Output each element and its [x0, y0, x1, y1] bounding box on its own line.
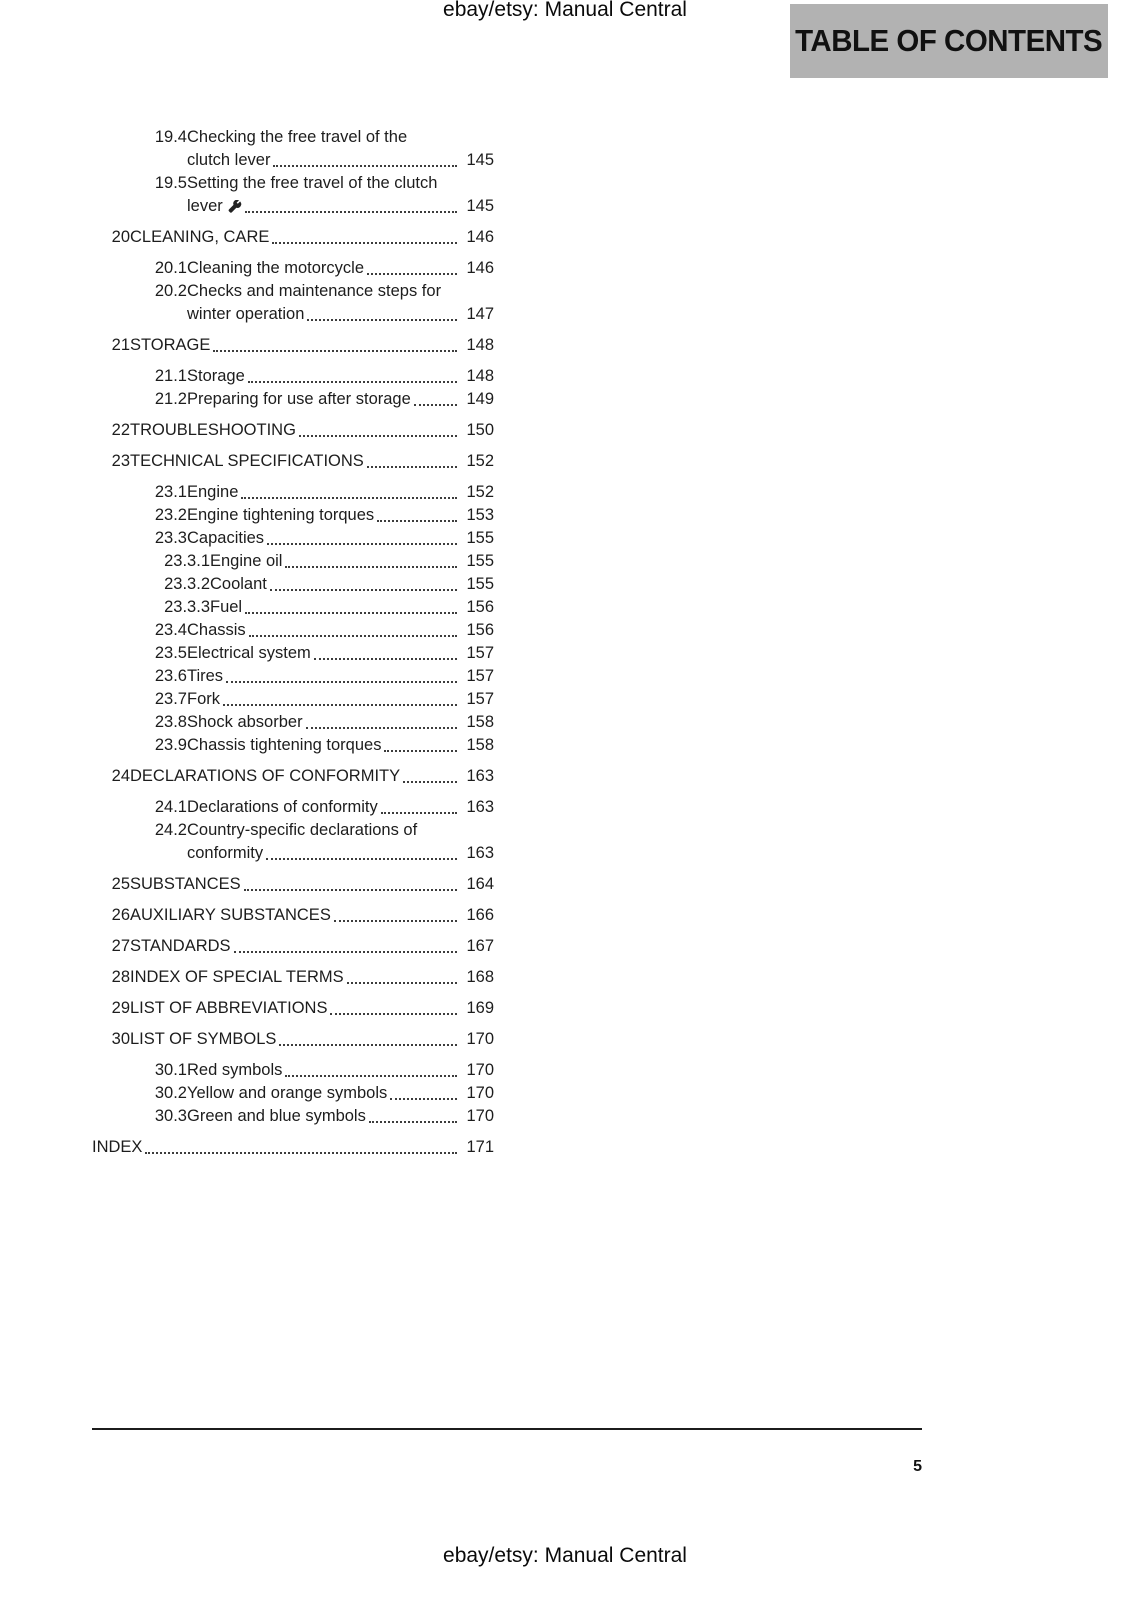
watermark-top: ebay/etsy: Manual Central — [443, 0, 687, 21]
toc-entry-line — [130, 935, 494, 958]
toc-entry-page: 168 — [466, 968, 494, 986]
toc-entry-title: Yellow and orange symbols — [187, 1084, 388, 1102]
toc-entry-lines — [187, 388, 494, 411]
toc-entry — [92, 765, 494, 788]
toc-entry-number: 30.2 — [154, 1084, 187, 1102]
toc-entry-line — [187, 1082, 494, 1105]
toc-entry-line — [130, 450, 494, 473]
toc-entry-title: TECHNICAL SPECIFICATIONS — [130, 452, 364, 470]
toc-entry-lines — [210, 550, 494, 573]
toc-entry — [92, 1136, 494, 1159]
toc-entry — [92, 573, 494, 596]
dotted-leader — [249, 635, 457, 637]
toc-entry-title: Chassis — [187, 621, 246, 639]
toc-entry-line — [130, 997, 494, 1020]
toc-entry-title: Engine oil — [210, 552, 283, 570]
toc-entry-number: 21 — [111, 336, 130, 354]
toc-entry-line — [210, 573, 494, 596]
toc-entry-lines — [187, 688, 494, 711]
dotted-leader — [314, 658, 457, 660]
toc-entry-title: Green and blue symbols — [187, 1107, 366, 1125]
toc-entry-line — [187, 665, 494, 688]
toc-entry-title: LIST OF SYMBOLS — [130, 1030, 277, 1048]
toc-entry — [92, 1082, 494, 1105]
toc-entry-line — [187, 481, 494, 504]
toc-entry-number: 23.5 — [154, 644, 187, 662]
toc-entry-page: 155 — [466, 552, 494, 570]
toc-entry-page: 157 — [466, 667, 494, 685]
toc-entry-line — [130, 873, 494, 896]
dotted-leader — [245, 211, 457, 213]
toc-entry-lines — [130, 997, 494, 1020]
toc-entry-title: Preparing for use after storage — [187, 390, 411, 408]
toc-entry — [92, 935, 494, 958]
toc-entry — [92, 619, 494, 642]
toc-entry-line — [187, 388, 494, 411]
toc-entry-number: 28 — [111, 968, 130, 986]
toc-entry-lines — [187, 1059, 494, 1082]
toc-entry-number: 30.1 — [154, 1061, 187, 1079]
toc-entry-line — [187, 819, 494, 842]
toc-entry-lines — [187, 619, 494, 642]
toc-entry-lines — [187, 1082, 494, 1105]
toc-entry-title: Checking the free travel of the — [187, 128, 408, 146]
toc-entry-lines — [187, 504, 494, 527]
toc-entry-title: Capacities — [187, 529, 265, 547]
toc-entry-title: Fork — [187, 690, 220, 708]
toc-entry-lines — [130, 419, 494, 442]
toc-entry-page: 166 — [466, 906, 494, 924]
toc-entry-line — [187, 195, 494, 218]
toc-entry-lines — [130, 226, 494, 249]
toc-entry-page: 147 — [466, 305, 494, 323]
toc-entry-lines — [187, 642, 494, 665]
toc-entry-title: Coolant — [210, 575, 267, 593]
toc-entry-title: STANDARDS — [130, 937, 231, 955]
dotted-leader — [347, 982, 457, 984]
table-of-contents — [92, 126, 494, 1167]
toc-entry-page: 145 — [466, 197, 494, 215]
toc-entry — [92, 1028, 494, 1051]
toc-entry-lines — [130, 450, 494, 473]
toc-entry-number: 25 — [111, 875, 130, 893]
toc-entry-page: 155 — [466, 575, 494, 593]
toc-entry-title: Declarations of conformity — [187, 798, 378, 816]
toc-entry-number: 29 — [111, 999, 130, 1017]
toc-entry-number: 23.1 — [154, 483, 187, 501]
toc-entry — [92, 819, 494, 865]
toc-entry-title: STORAGE — [130, 336, 211, 354]
toc-entry-line — [187, 842, 494, 865]
toc-entry-title: TROUBLESHOOTING — [130, 421, 296, 439]
toc-entry-number: 23.4 — [154, 621, 187, 639]
toc-entry-title: Engine tightening torques — [187, 506, 375, 524]
toc-entry — [92, 1059, 494, 1082]
toc-entry-title: CLEANING, CARE — [130, 228, 270, 246]
dotted-leader — [384, 750, 457, 752]
toc-entry-lines — [187, 257, 494, 280]
toc-entry-title: Fuel — [210, 598, 243, 616]
toc-entry — [92, 1105, 494, 1128]
toc-entry-lines — [210, 596, 494, 619]
toc-entry-line — [92, 1136, 494, 1159]
toc-entry-title: Country-specific declarations of — [187, 821, 418, 839]
banner-title: TABLE OF CONTENTS — [795, 23, 1103, 58]
dotted-leader — [306, 727, 457, 729]
toc-entry-page: 152 — [466, 483, 494, 501]
toc-entry — [92, 873, 494, 896]
toc-entry-lines — [187, 481, 494, 504]
toc-entry-lines — [130, 1028, 494, 1051]
toc-entry — [92, 550, 494, 573]
toc-entry-line — [187, 796, 494, 819]
dotted-leader — [403, 781, 457, 783]
toc-entry-lines — [187, 734, 494, 757]
toc-entry — [92, 734, 494, 757]
toc-entry-lines — [187, 527, 494, 550]
toc-entry-line — [130, 334, 494, 357]
toc-entry — [92, 688, 494, 711]
toc-entry-title: Engine — [187, 483, 239, 501]
toc-entry-title: INDEX OF SPECIAL TERMS — [130, 968, 344, 986]
toc-entry-lines — [210, 573, 494, 596]
toc-entry-title: Red symbols — [187, 1061, 283, 1079]
toc-entry-number: 20 — [111, 228, 130, 246]
toc-entry-title: Shock absorber — [187, 713, 303, 731]
dotted-leader — [414, 404, 457, 406]
toc-entry-title: Tires — [187, 667, 224, 685]
toc-entry-title: LIST OF ABBREVIATIONS — [130, 999, 328, 1017]
toc-entry-line — [187, 303, 494, 326]
toc-entry-page: 158 — [466, 713, 494, 731]
toc-entry-lines — [187, 280, 494, 326]
dotted-leader — [330, 1013, 457, 1015]
toc-entry-page: 156 — [466, 598, 494, 616]
toc-entry-line — [187, 527, 494, 550]
dotted-leader — [272, 242, 457, 244]
toc-entry-title: winter operation — [187, 305, 305, 323]
toc-entry-line — [187, 688, 494, 711]
toc-entry-title: lever — [187, 197, 223, 215]
toc-entry — [92, 665, 494, 688]
toc-entry-line — [187, 126, 494, 149]
toc-entry — [92, 596, 494, 619]
toc-entry-lines — [187, 1105, 494, 1128]
toc-entry-page: 146 — [466, 259, 494, 277]
toc-entry-number: 23.7 — [154, 690, 187, 708]
toc-entry-number: 23.3.2 — [164, 575, 210, 593]
toc-entry — [92, 280, 494, 326]
toc-entry-title: SUBSTANCES — [130, 875, 241, 893]
toc-entry-line — [187, 280, 494, 303]
dotted-leader — [285, 566, 457, 568]
toc-entry-lines — [187, 126, 494, 172]
toc-entry-line — [130, 226, 494, 249]
dotted-leader — [299, 435, 457, 437]
toc-entry-line — [187, 734, 494, 757]
dotted-leader — [367, 466, 457, 468]
toc-entry-page: 163 — [466, 844, 494, 862]
toc-entry — [92, 796, 494, 819]
toc-entry-line — [130, 1028, 494, 1051]
toc-entry-line — [187, 365, 494, 388]
toc-entry-number: 19.4 — [154, 128, 187, 146]
toc-entry-line — [187, 149, 494, 172]
toc-entry-number: 23.2 — [154, 506, 187, 524]
dotted-leader — [270, 589, 457, 591]
toc-entry — [92, 527, 494, 550]
toc-entry-title: Electrical system — [187, 644, 311, 662]
toc-entry-lines — [130, 765, 494, 788]
wrench-icon — [228, 200, 242, 214]
toc-entry-page: 148 — [466, 367, 494, 385]
watermark-bottom: ebay/etsy: Manual Central — [443, 1544, 687, 1567]
dotted-leader — [248, 381, 457, 383]
toc-entry-number: 26 — [111, 906, 130, 924]
toc-entry-number: 23 — [111, 452, 130, 470]
toc-entry — [92, 711, 494, 734]
toc-entry-page: 164 — [466, 875, 494, 893]
toc-entry-page: 163 — [466, 767, 494, 785]
toc-entry-page: 171 — [466, 1138, 494, 1156]
toc-entry-line — [130, 419, 494, 442]
toc-entry-title: Checks and maintenance steps for — [187, 282, 442, 300]
toc-entry-page: 146 — [466, 228, 494, 246]
toc-entry-lines — [130, 334, 494, 357]
toc-entry — [92, 257, 494, 280]
toc-entry-number: 21.2 — [154, 390, 187, 408]
dotted-leader — [226, 681, 457, 683]
toc-entry — [92, 172, 494, 218]
toc-entry — [92, 450, 494, 473]
dotted-leader — [367, 273, 457, 275]
toc-entry-number: 23.6 — [154, 667, 187, 685]
toc-entry-number: 24 — [111, 767, 130, 785]
toc-entry-page: 148 — [466, 336, 494, 354]
dotted-leader — [334, 920, 457, 922]
dotted-leader — [307, 319, 457, 321]
table-of-contents-banner — [790, 4, 1108, 78]
toc-entry-lines — [187, 665, 494, 688]
toc-entry-line — [187, 504, 494, 527]
toc-entry-page: 155 — [466, 529, 494, 547]
toc-entry-number: 24.2 — [154, 821, 187, 839]
dotted-leader — [273, 165, 457, 167]
toc-entry — [92, 226, 494, 249]
toc-entry-page: 170 — [466, 1107, 494, 1125]
toc-entry-page: 157 — [466, 644, 494, 662]
toc-entry-title: Setting the free travel of the clutch — [187, 174, 438, 192]
toc-entry — [92, 966, 494, 989]
toc-entry — [92, 504, 494, 527]
toc-entry-number: 23.8 — [154, 713, 187, 731]
toc-entry-number: 23.3.1 — [164, 552, 210, 570]
toc-entry-lines — [187, 819, 494, 865]
dotted-leader — [223, 704, 457, 706]
toc-entry-number: 23.3 — [154, 529, 187, 547]
toc-entry-lines — [187, 796, 494, 819]
toc-entry — [92, 419, 494, 442]
dotted-leader — [145, 1152, 457, 1154]
dotted-leader — [377, 520, 457, 522]
dotted-leader — [369, 1121, 457, 1123]
toc-entry-number: 30.3 — [154, 1107, 187, 1125]
toc-entry — [92, 481, 494, 504]
toc-entry-number: 30 — [111, 1030, 130, 1048]
toc-entry-lines — [130, 904, 494, 927]
dotted-leader — [266, 858, 457, 860]
toc-entry-number: 19.5 — [154, 174, 187, 192]
toc-entry — [92, 904, 494, 927]
dotted-leader — [245, 612, 457, 614]
toc-entry-line — [210, 550, 494, 573]
dotted-leader — [241, 497, 457, 499]
toc-entry-page: 149 — [466, 390, 494, 408]
toc-entry-page: 170 — [466, 1030, 494, 1048]
toc-entry-line — [187, 1105, 494, 1128]
toc-entry-page: 170 — [466, 1061, 494, 1079]
toc-entry-page: 169 — [466, 999, 494, 1017]
toc-entry-line — [130, 966, 494, 989]
toc-entry-title: clutch lever — [187, 151, 271, 169]
toc-entry-number: 23.3.3 — [164, 598, 210, 616]
toc-entry-number: 20.2 — [154, 282, 187, 300]
dotted-leader — [244, 889, 457, 891]
page-number: 5 — [913, 1458, 922, 1475]
toc-entry-title: Storage — [187, 367, 245, 385]
toc-entry-title: DECLARATIONS OF CONFORMITY — [130, 767, 401, 785]
toc-entry-number: 23.9 — [154, 736, 187, 754]
toc-entry-number: 21.1 — [154, 367, 187, 385]
toc-entry-page: 167 — [466, 937, 494, 955]
toc-entry-lines — [130, 935, 494, 958]
toc-entry-line — [187, 619, 494, 642]
toc-entry-page: 153 — [466, 506, 494, 524]
dotted-leader — [390, 1098, 457, 1100]
toc-entry-title: Chassis tightening torques — [187, 736, 382, 754]
toc-entry-number: 20.1 — [154, 259, 187, 277]
toc-entry-lines — [187, 172, 494, 218]
toc-entry-page: 150 — [466, 421, 494, 439]
dotted-leader — [213, 350, 457, 352]
toc-entry-lines — [130, 966, 494, 989]
toc-entry-line — [130, 904, 494, 927]
toc-entry-lines — [130, 873, 494, 896]
toc-entry-title: INDEX — [92, 1138, 143, 1156]
toc-entry-line — [187, 172, 494, 195]
toc-entry-title: AUXILIARY SUBSTANCES — [130, 906, 331, 924]
toc-entry-lines — [92, 1136, 494, 1159]
toc-entry — [92, 126, 494, 172]
toc-entry-page: 158 — [466, 736, 494, 754]
toc-entry-line — [210, 596, 494, 619]
toc-entry-page: 157 — [466, 690, 494, 708]
toc-entry-lines — [187, 365, 494, 388]
toc-entry — [92, 997, 494, 1020]
toc-entry-line — [187, 257, 494, 280]
footer-divider — [92, 1428, 922, 1430]
toc-entry — [92, 388, 494, 411]
dotted-leader — [381, 812, 457, 814]
toc-entry-page: 163 — [466, 798, 494, 816]
toc-entry-page: 156 — [466, 621, 494, 639]
dotted-leader — [267, 543, 457, 545]
toc-entry — [92, 642, 494, 665]
dotted-leader — [234, 951, 457, 953]
toc-entry — [92, 334, 494, 357]
toc-entry-line — [130, 765, 494, 788]
toc-entry-number: 27 — [111, 937, 130, 955]
toc-entry-lines — [187, 711, 494, 734]
toc-entry-line — [187, 642, 494, 665]
toc-entry-line — [187, 1059, 494, 1082]
dotted-leader — [285, 1075, 457, 1077]
toc-entry-page: 170 — [466, 1084, 494, 1102]
toc-entry-title: Cleaning the motorcycle — [187, 259, 365, 277]
toc-entry-line — [187, 711, 494, 734]
toc-entry-title: conformity — [187, 844, 264, 862]
toc-entry-number: 22 — [111, 421, 130, 439]
dotted-leader — [279, 1044, 457, 1046]
toc-entry-number: 24.1 — [154, 798, 187, 816]
toc-entry-page: 152 — [466, 452, 494, 470]
toc-entry-page: 145 — [466, 151, 494, 169]
toc-entry — [92, 365, 494, 388]
